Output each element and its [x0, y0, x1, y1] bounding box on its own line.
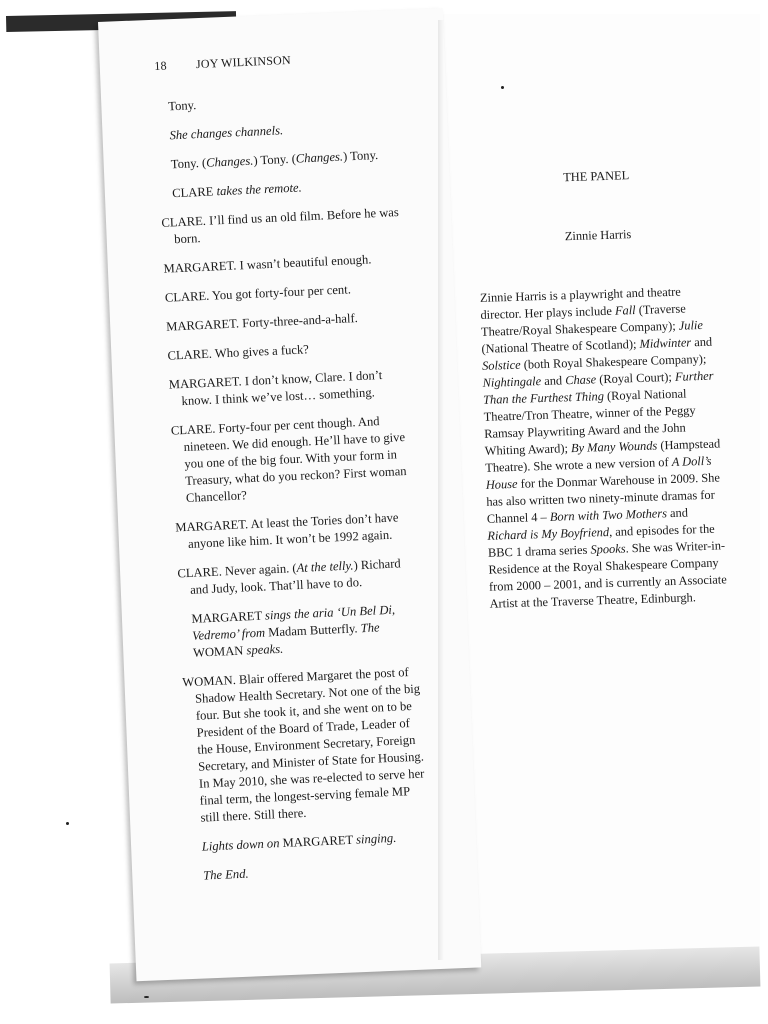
italic-run: Chase: [564, 372, 597, 388]
dialogue-line: Tony.: [167, 98, 197, 114]
stage-direction: [189, 828, 430, 856]
speech: CLARE. Forty-four per cent though. And nineteen. We did enough. He’ll have to give you one of the big four. With your form in Treasury, what do you reckon? First woman Chancellor?: [170, 414, 407, 505]
italic-run: The: [360, 620, 380, 636]
roman-run: (Traverse Theatre/Royal Shakespeare Company);: [480, 301, 686, 339]
speech: CLARE. I’ll find us an old film. Before he was born.: [161, 205, 400, 247]
speech: WOMAN. Blair offered Margaret the post of Shadow Health Secretary. Not one of the big four. But she took it, and she went on to be President of the Board of Trade, Leader of the House, Environment Secretary, Foreign Secretary, and Minister of State for Housing. In May 2010, she was re-elected to serve her final term, the longest-serving female MP still there. Still there.: [182, 665, 425, 825]
roman-run: (both Royal Shakespeare Company);: [520, 351, 707, 372]
italic-run: Lights down on: [201, 835, 283, 854]
roman-run: ) Tony.: [342, 147, 379, 164]
script-lines: [156, 88, 431, 885]
roman-run: and: [690, 334, 713, 350]
italic-run: singing.: [355, 830, 397, 847]
scan-speck: [66, 822, 69, 825]
speech: MARGARET. Forty-three-and-a-half.: [165, 311, 359, 334]
italic-run: Solstice: [481, 357, 521, 373]
stage-direction: [179, 601, 421, 663]
italic-run: Spooks: [590, 541, 626, 557]
author-bio: [480, 282, 730, 612]
roman-run: and: [666, 505, 689, 521]
page-number: 18: [154, 58, 168, 73]
roman-run: , and episodes for the BBC 1 drama series: [487, 521, 715, 560]
roman-run: for the Donmar Warehouse in 2009. She has also written two ninety-minute dramas for Channel 4 –: [486, 470, 721, 526]
roman-run: Tony. (: [170, 155, 207, 172]
roman-run: CLARE. Never again. (: [177, 561, 297, 581]
speech: CLARE. Who gives a fuck?: [167, 342, 310, 363]
italic-run: sings the aria ‘Un Bel Di, Vedremo’ from: [191, 602, 396, 643]
speech: MARGARET. I don’t know, Clare. I don’t know. I think we’ve lost… something.: [168, 367, 383, 409]
scan-speck: [501, 86, 504, 89]
italic-run: By Many Wounds: [570, 438, 658, 456]
italic-run: A Doll’s House: [485, 453, 712, 492]
roman-run: . She was Writer-in-Residence at the Royal Shakespeare Company from 2000 – 2001, and is currently an Associate Artist at the Traverse Theatre, Edinburgh.: [488, 538, 727, 611]
italic-run: Richard is My Boyfriend: [487, 525, 610, 543]
roman-run: (Royal Court);: [595, 369, 676, 387]
author-name: Zinnie Harris: [564, 227, 632, 244]
italic-run: Fall: [614, 303, 636, 318]
speech: CLARE. You got forty-four per cent.: [164, 282, 352, 305]
roman-run: WOMAN: [192, 643, 247, 660]
italic-run: speaks.: [246, 641, 284, 658]
roman-run: and: [540, 373, 566, 389]
running-head-author: JOY WILKINSON: [195, 52, 292, 72]
speech: MARGARET. At least the Tories don’t have anyone like him. It won’t be 1992 again.: [175, 510, 399, 551]
book-gutter: [438, 20, 444, 960]
roman-run: MARGARET: [191, 608, 266, 626]
roman-run: MARGARET: [282, 832, 357, 850]
roman-run: (National Theatre of Scotland);: [481, 336, 640, 356]
speech: [177, 555, 418, 600]
italic-run: Julie: [678, 317, 704, 333]
left-page-text: [154, 47, 432, 897]
speech: MARGARET. I wasn’t beautiful enough.: [163, 252, 372, 276]
roman-run: ) Richard and Judy, look. That’ll have to do.: [189, 556, 401, 597]
italic-run: takes the remote.: [216, 180, 302, 199]
italic-run: At the telly.: [296, 558, 354, 576]
section-title: THE PANEL: [562, 168, 630, 185]
roman-run: CLARE: [171, 184, 217, 201]
stage-direction: She changes channels.: [169, 123, 284, 143]
roman-run: Madam Butterfly.: [264, 621, 361, 640]
italic-run: Further Than the Furthest Thing: [482, 368, 714, 407]
italic-run: Born with Two Mothers: [549, 506, 668, 524]
right-page-text: [476, 164, 730, 612]
italic-run: Midwinter: [639, 335, 692, 351]
roman-run: ) Tony. (: [253, 151, 297, 168]
italic-run: Nightingale: [482, 374, 542, 390]
stage-direction: [158, 146, 399, 174]
scan-speck: [144, 996, 149, 998]
stage-direction: [160, 175, 401, 203]
roman-run: Zinnie Harris is a playwright and theatre director. Her plays include: [479, 284, 682, 322]
italic-run: Changes.: [295, 149, 344, 166]
stage-direction: The End.: [202, 866, 249, 883]
italic-run: Changes.: [205, 153, 254, 170]
roman-run: (Hampstead Theatre). She wrote a new version of: [485, 436, 721, 475]
roman-run: (Royal National Theatre/Tron Theatre, winner of the Peggy Ramsay Playwriting Award and the John Whiting Award);: [483, 386, 696, 458]
